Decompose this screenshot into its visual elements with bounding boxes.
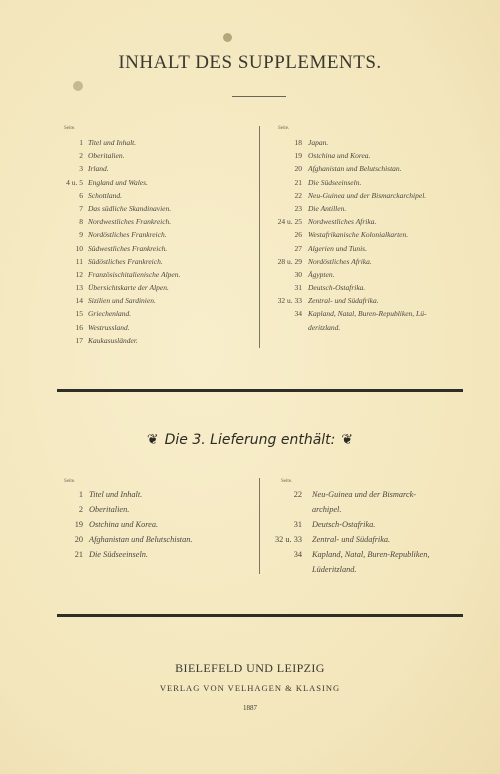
toc-page-number: 31 (293, 520, 302, 529)
toc-entry-title: Titel und Inhalt. (89, 490, 143, 499)
col-header-left-2: Seite. (64, 479, 76, 484)
toc-entry-title: Ägypten. (308, 269, 335, 279)
lieferung-right (262, 487, 472, 577)
contents-right (262, 136, 472, 334)
toc-entry-title: Japan. (308, 138, 329, 147)
toc-entry-title: Deutsch-Ostafrika. (312, 520, 376, 529)
toc-entry-title: Titel und Inhalt. (88, 138, 137, 147)
toc-row (262, 228, 472, 241)
toc-row (40, 321, 255, 334)
lieferung-heading-text: Die 3. Lieferung enthält: (164, 432, 336, 448)
section-rule-top (57, 389, 463, 392)
toc-entry-title: Westafrikanische Kolonialkarten. (308, 230, 409, 240)
title-divider (232, 96, 286, 97)
toc-row (262, 517, 472, 532)
toc-page-number: 22 (294, 190, 302, 200)
toc-entry-title: deritzland. (308, 322, 341, 332)
toc-entry-title: Griechenland. (88, 309, 132, 319)
contents-left (40, 136, 255, 347)
page-title: INHALT DES SUPPLEMENTS. (118, 52, 382, 73)
toc-row (262, 307, 472, 320)
toc-page-number: 4 u. 5 (66, 177, 83, 187)
toc-row (262, 149, 472, 162)
toc-entry-title: Neu-Guinea und der Bismarckarchipel. (308, 190, 427, 200)
toc-page-number: 2 (78, 505, 83, 514)
toc-page-number: 1 (78, 490, 83, 499)
toc-row (40, 136, 255, 149)
imprint-cities: BIELEFELD UND LEIPZIG (175, 661, 325, 675)
toc-entry-title: Kaukasusländer. (88, 335, 138, 345)
section-rule-bottom (57, 614, 463, 617)
fleuron-icon: ❦ (341, 432, 354, 448)
toc-entry-title: Westrussland. (88, 322, 130, 332)
toc-page-number: 19 (74, 520, 83, 529)
toc-row (262, 281, 472, 294)
toc-row (40, 281, 255, 294)
col-header-right: Seite. (278, 126, 290, 131)
toc-row (40, 268, 255, 281)
paper-spot (223, 33, 232, 42)
toc-entry-title: Südöstliches Frankreich. (88, 256, 163, 266)
toc-row (40, 149, 255, 162)
toc-entry-title: Südwestliches Frankreich. (88, 243, 168, 253)
toc-row (40, 202, 255, 215)
toc-page-number: 23 (294, 203, 302, 213)
lieferung-left (40, 487, 255, 562)
toc-page-number: 34 (293, 550, 302, 559)
toc-row (40, 334, 255, 347)
toc-entry-title: Das südliche Skandinavien. (88, 203, 172, 213)
toc-entry-title: Deutsch-Ostafrika. (308, 283, 366, 293)
toc-page-number: 28 u. 29 (277, 256, 302, 266)
column-divider-2 (259, 478, 260, 574)
toc-page-number: 20 (74, 535, 83, 544)
toc-entry-title: Afghanistan und Belutschistan. (89, 535, 193, 544)
toc-row (262, 268, 472, 281)
toc-entry-title: Französischitalienische Alpen. (88, 269, 181, 279)
toc-entry-title: Zentral- und Südafrika. (312, 535, 391, 544)
toc-row (262, 255, 472, 268)
toc-row (40, 294, 255, 307)
toc-row (262, 321, 472, 334)
toc-entry-title: Nordöstliches Afrika. (308, 256, 372, 266)
toc-page-number: 1 (79, 138, 83, 147)
toc-page-number: 20 (294, 164, 302, 174)
toc-entry-title: Schottland. (88, 190, 122, 200)
toc-entry-title: Ostchina und Korea. (89, 520, 159, 529)
toc-entry-title: Zentral- und Südafrika. (308, 296, 379, 306)
toc-entry-title: Afghanistan und Belutschistan. (308, 164, 402, 174)
toc-page-number: 26 (294, 230, 302, 240)
toc-entry-title: Lüderitzland. (312, 565, 357, 574)
toc-row (262, 487, 472, 502)
toc-page-number: 13 (75, 283, 83, 293)
toc-row (40, 242, 255, 255)
toc-page-number: 16 (75, 322, 83, 332)
toc-row (40, 176, 255, 189)
toc-entry-title: Kapland, Natal, Buren-Republiken, (312, 550, 430, 559)
toc-row (40, 189, 255, 202)
column-divider (259, 126, 260, 348)
toc-row (40, 307, 255, 320)
toc-row (40, 487, 255, 502)
toc-row (40, 547, 255, 562)
toc-page-number: 31 (294, 283, 302, 293)
toc-page-number: 21 (74, 550, 83, 559)
toc-page-number: 10 (75, 243, 83, 253)
toc-page-number: 7 (79, 203, 83, 213)
toc-entry-title: Die Südseeinseln. (308, 177, 362, 187)
toc-page-number: 2 (79, 151, 83, 161)
toc-page-number: 30 (294, 269, 302, 279)
toc-row (40, 502, 255, 517)
toc-row (262, 547, 472, 562)
toc-row (40, 228, 255, 241)
fleuron-icon: ❦ (146, 432, 159, 448)
toc-entry-title: England und Wales. (88, 177, 148, 187)
toc-entry-title: Sizilien und Sardinien. (88, 296, 156, 306)
toc-row (262, 532, 472, 547)
col-header-right-2: Seite. (281, 479, 293, 484)
toc-entry-title: Kapland, Natal, Buren-Republiken, Lü- (308, 309, 427, 319)
toc-row (262, 189, 472, 202)
toc-entry-title: archipel. (312, 505, 342, 514)
toc-entry-title: Algerien und Tunis. (308, 243, 367, 253)
imprint-publisher: VERLAG VON VELHAGEN & KLASING (159, 683, 341, 693)
toc-row (262, 202, 472, 215)
toc-page-number: 34 (294, 309, 302, 319)
toc-entry-title: Neu-Guinea und der Bismarck- (312, 490, 417, 499)
toc-page-number: 11 (75, 256, 83, 266)
toc-entry-title: Die Südseeinseln. (89, 550, 148, 559)
toc-page-number: 19 (294, 151, 302, 161)
toc-row (40, 532, 255, 547)
toc-page-number: 27 (294, 243, 302, 253)
toc-page-number: 17 (75, 335, 83, 345)
toc-row (262, 242, 472, 255)
toc-page-number: 21 (294, 177, 302, 187)
toc-page-number: 32 u. 33 (275, 535, 302, 544)
toc-page-number: 24 u. 25 (277, 217, 302, 227)
toc-row (262, 502, 472, 517)
toc-row (262, 294, 472, 307)
paper-spot (73, 81, 83, 91)
toc-entry-title: Nordwestliches Frankreich. (88, 217, 172, 227)
toc-page-number: 14 (75, 296, 83, 306)
toc-row (262, 162, 472, 175)
col-header-left: Seite. (64, 126, 76, 131)
toc-entry-title: Nordöstliches Frankreich. (88, 230, 167, 240)
toc-row (40, 215, 255, 228)
toc-page-number: 22 (293, 490, 302, 499)
toc-entry-title: Übersichtskarte der Alpen. (88, 283, 169, 293)
toc-page-number: 12 (75, 269, 83, 279)
toc-page-number: 15 (75, 309, 83, 319)
toc-entry-title: Oberitalien. (88, 151, 125, 161)
toc-page-number: 18 (294, 138, 302, 147)
toc-row (262, 562, 472, 577)
toc-page-number: 32 u. 33 (277, 296, 302, 306)
toc-entry-title: Nordwestliches Afrika. (308, 217, 377, 227)
lieferung-heading (0, 432, 500, 448)
toc-entry-title: Ostchina und Korea. (308, 151, 371, 161)
toc-row (40, 162, 255, 175)
toc-page-number: 6 (79, 190, 83, 200)
toc-entry-title: Oberitalien. (89, 505, 130, 514)
toc-page-number: 9 (79, 230, 83, 240)
toc-row (40, 255, 255, 268)
toc-row (262, 176, 472, 189)
toc-page-number: 8 (79, 217, 83, 227)
toc-row (262, 215, 472, 228)
toc-entry-title: Irland. (88, 164, 109, 174)
toc-row (40, 517, 255, 532)
toc-entry-title: Die Antillen. (308, 203, 347, 213)
imprint-year: 1887 (243, 704, 257, 712)
toc-row (262, 136, 472, 149)
toc-page-number: 3 (79, 164, 83, 174)
